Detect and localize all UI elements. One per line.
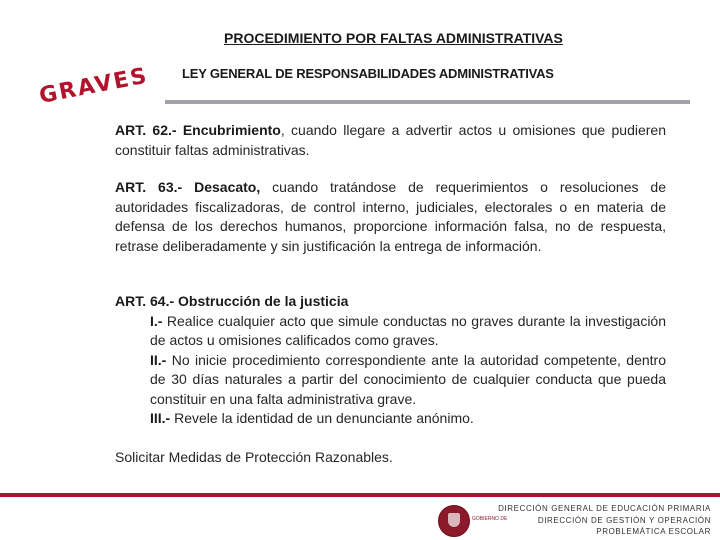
item-text: Revele la identidad de un denunciante anónimo. (170, 410, 474, 426)
item-text: Realice cualquier acto que simule conductas no graves durante la investigación de actos u omisiones calificados como graves. (150, 312, 666, 348)
item-number: II.- (150, 351, 167, 368)
footer-line: DIRECCIÓN DE GESTIÓN Y OPERACIÓN (537, 515, 711, 525)
article-64-item (115, 351, 666, 410)
footer-credits (498, 503, 711, 538)
article-63-heading: ART. 63.- Desacato, (115, 179, 261, 195)
item-number: I.- (150, 312, 163, 329)
page-subtitle: LEY GENERAL DE RESPONSABILIDADES ADMINISTRATIVAS (182, 66, 554, 81)
article-62-text: , cuando llegare a advertir actos u omisiones que pudieren constituir faltas administrativas. (115, 122, 666, 158)
graves-label: GRAVES (37, 63, 151, 109)
item-number: III.- (150, 410, 171, 426)
logo-caption: GOBIERNO DE (472, 516, 508, 522)
footer-line: DIRECCIÓN GENERAL DE EDUCACIÓN PRIMARIA (498, 504, 711, 513)
article-64 (115, 292, 666, 429)
divider (165, 100, 690, 104)
article-63 (115, 178, 666, 256)
article-64-item (115, 409, 666, 429)
article-62 (115, 121, 666, 160)
item-text: No inicie procedimiento correspondiente ante la autoridad competente, dentro de 30 días naturales a partir del conocimiento de cualquier conducta que pueda constituir en una falta administrativa grave. (150, 351, 666, 407)
article-63-text: cuando tratándose de requerimientos o resoluciones de autoridades fiscalizadoras, de control interno, judiciales, electorales o en materia de defensa de los derechos humanos, proporcione información falsa, no de respuesta, retrase deliberadamente y sin justificación la entrega de información. (115, 179, 666, 254)
footer-bar (0, 493, 720, 497)
article-64-heading: ART. 64.- Obstrucción de la justicia (115, 293, 349, 309)
government-seal-icon (438, 505, 470, 537)
footer-line: PROBLEMÁTICA ESCOLAR (596, 527, 711, 536)
closing-note: Solicitar Medidas de Protección Razonables. (115, 449, 393, 465)
page-title: PROCEDIMIENTO POR FALTAS ADMINISTRATIVAS (224, 30, 563, 46)
article-64-item (115, 312, 666, 351)
article-62-heading: ART. 62.- Encubrimiento (115, 122, 281, 138)
